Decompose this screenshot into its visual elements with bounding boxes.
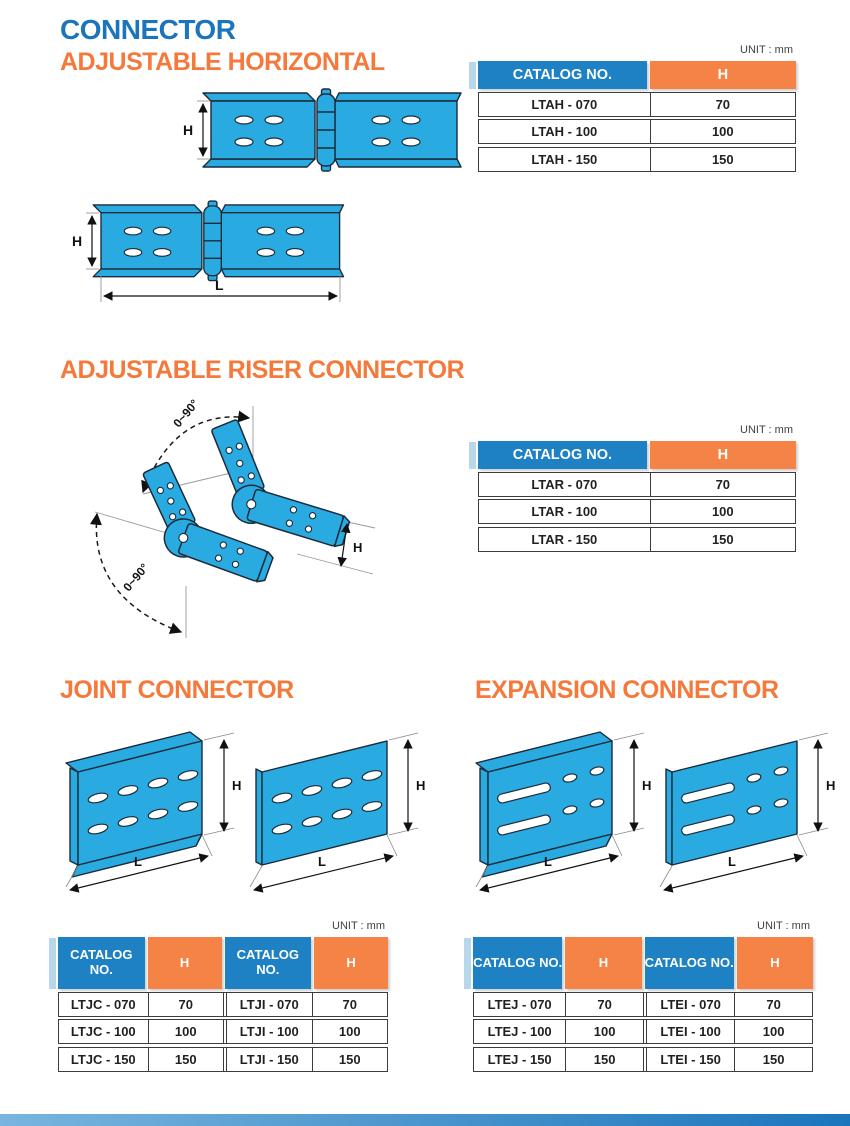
- dim-label-l: L: [215, 277, 224, 293]
- dim-label-h: H: [642, 778, 652, 793]
- table-joint-connector: [58, 920, 388, 1072]
- table-header-row: [58, 937, 388, 989]
- table-cell-catalog: LTJC - 070: [70, 996, 136, 1012]
- table-cell-catalog: LTAH - 100: [531, 124, 598, 139]
- table-cell-h: 150: [734, 1048, 812, 1071]
- dim-label-h: H: [826, 778, 836, 793]
- table-cell-h: 100: [565, 1020, 643, 1043]
- table-cell-catalog: LTEJ - 100: [487, 1024, 552, 1039]
- dim-label-h: H: [353, 540, 363, 555]
- column-header-catalog: CATALOG NO.: [58, 937, 145, 989]
- unit-label: UNIT : mm: [332, 920, 385, 932]
- dim-label-l: L: [318, 854, 326, 869]
- table-expansion-connector: [473, 920, 813, 1072]
- table-cell-h: 70: [650, 473, 795, 496]
- table-cell-catalog: LTEI - 100: [643, 1020, 734, 1043]
- dim-label-h: H: [232, 778, 242, 793]
- table-row: [58, 992, 388, 1017]
- table-cell-h: 100: [312, 1020, 387, 1043]
- joint-plate-channel: [66, 732, 241, 890]
- column-header-h: H: [314, 937, 388, 989]
- angle-label: 0~90°: [120, 560, 152, 595]
- dim-label-h: H: [416, 778, 426, 793]
- expansion-plate-flat: [660, 733, 835, 890]
- table-cell-h: 100: [650, 500, 795, 523]
- column-header-catalog: CATALOG NO.: [225, 937, 312, 989]
- table-row: [473, 992, 813, 1017]
- header-accent: [464, 938, 471, 989]
- table-cell-catalog: LTEI - 070: [643, 993, 734, 1016]
- table-cell-catalog: LTJC - 100: [70, 1024, 136, 1039]
- table-row: [473, 1019, 813, 1044]
- table-cell-h: 70: [312, 993, 387, 1016]
- table-cell-catalog: LTAR - 100: [531, 504, 598, 519]
- column-header-h: H: [565, 937, 641, 989]
- table-row: [478, 119, 796, 144]
- table-row: [478, 92, 796, 117]
- table-adjustable-horizontal: [478, 44, 796, 172]
- hinged-connector-side-view: [93, 201, 343, 281]
- table-cell-h: 100: [734, 1020, 812, 1043]
- table-row: [478, 527, 796, 552]
- unit-label: UNIT : mm: [757, 920, 810, 932]
- unit-label: UNIT : mm: [740, 44, 793, 56]
- dim-label-l: L: [544, 854, 552, 869]
- table-cell-catalog: LTAR - 070: [531, 476, 598, 492]
- table-cell-h: 150: [650, 528, 795, 551]
- table-cell-catalog: LTJC - 150: [70, 1051, 136, 1067]
- table-row: [478, 499, 796, 524]
- table-cell-catalog: LTJI - 100: [223, 1020, 312, 1043]
- table-cell-h: 70: [565, 993, 643, 1016]
- dim-label-h: H: [183, 122, 194, 138]
- table-cell-catalog: LTJI - 070: [223, 993, 312, 1016]
- table-row: [473, 1047, 813, 1072]
- table-cell-catalog: LTAH - 150: [531, 151, 598, 167]
- column-header-h: H: [650, 441, 796, 469]
- expansion-plate-channel: [476, 732, 651, 890]
- table-cell-h: 70: [734, 993, 812, 1016]
- header-accent: [49, 938, 56, 989]
- drawing-joint-connector: [42, 714, 442, 906]
- heading-adjustable-riser: ADJUSTABLE RISER CONNECTOR: [60, 356, 465, 384]
- table-row: [58, 1047, 388, 1072]
- drawing-expansion-connector: [452, 714, 850, 906]
- dim-label-l: L: [728, 854, 736, 869]
- table-cell-catalog: LTEI - 150: [643, 1048, 734, 1071]
- joint-plate-flat: [250, 733, 425, 890]
- hinged-connector-top-view: [203, 89, 461, 171]
- column-header-catalog: CATALOG NO.: [645, 937, 734, 989]
- table-cell-catalog: LTEJ - 070: [487, 996, 552, 1012]
- heading-joint: JOINT CONNECTOR: [60, 676, 294, 704]
- riser-piece-upper: [211, 419, 351, 551]
- table-cell-catalog: LTJI - 150: [223, 1048, 312, 1071]
- column-header-h: H: [737, 937, 813, 989]
- table-cell-catalog: LTEJ - 150: [487, 1051, 552, 1067]
- table-cell-h: 150: [312, 1048, 387, 1071]
- angle-label: 0~90°: [170, 396, 202, 431]
- table-cell-h: 100: [148, 1020, 223, 1043]
- table-cell-h: 70: [650, 93, 795, 116]
- drawing-adjustable-horizontal: [55, 80, 467, 315]
- column-header-catalog: CATALOG NO.: [478, 441, 647, 469]
- header-accent: [469, 442, 476, 469]
- table-header-row: [473, 937, 813, 989]
- heading-expansion: EXPANSION CONNECTOR: [475, 676, 779, 704]
- column-header-h: H: [650, 61, 796, 89]
- table-cell-h: 150: [148, 1048, 223, 1071]
- table-cell-h: 150: [650, 148, 795, 171]
- table-cell-catalog: LTAR - 150: [531, 531, 598, 547]
- table-cell-h: 70: [148, 993, 223, 1016]
- dim-label-l: L: [134, 854, 142, 869]
- page-title: CONNECTOR: [60, 14, 236, 45]
- column-header-catalog: CATALOG NO.: [473, 937, 562, 989]
- header-accent: [469, 62, 476, 89]
- dim-label-h: H: [72, 233, 83, 249]
- table-row: [58, 1019, 388, 1044]
- table-adjustable-riser: [478, 424, 796, 552]
- heading-adjustable-horizontal: ADJUSTABLE HORIZONTAL: [60, 48, 385, 76]
- table-row: [478, 472, 796, 497]
- table-row: [478, 147, 796, 172]
- drawing-adjustable-riser: [85, 390, 410, 648]
- table-cell-h: 100: [650, 120, 795, 143]
- column-header-h: H: [148, 937, 222, 989]
- footer-bar: [0, 1114, 850, 1126]
- table-header-row: [478, 441, 796, 469]
- unit-label: UNIT : mm: [740, 424, 793, 436]
- table-header-row: [478, 61, 796, 89]
- table-cell-h: 150: [565, 1048, 643, 1071]
- table-cell-catalog: LTAH - 070: [531, 96, 598, 112]
- column-header-catalog: CATALOG NO.: [478, 61, 647, 89]
